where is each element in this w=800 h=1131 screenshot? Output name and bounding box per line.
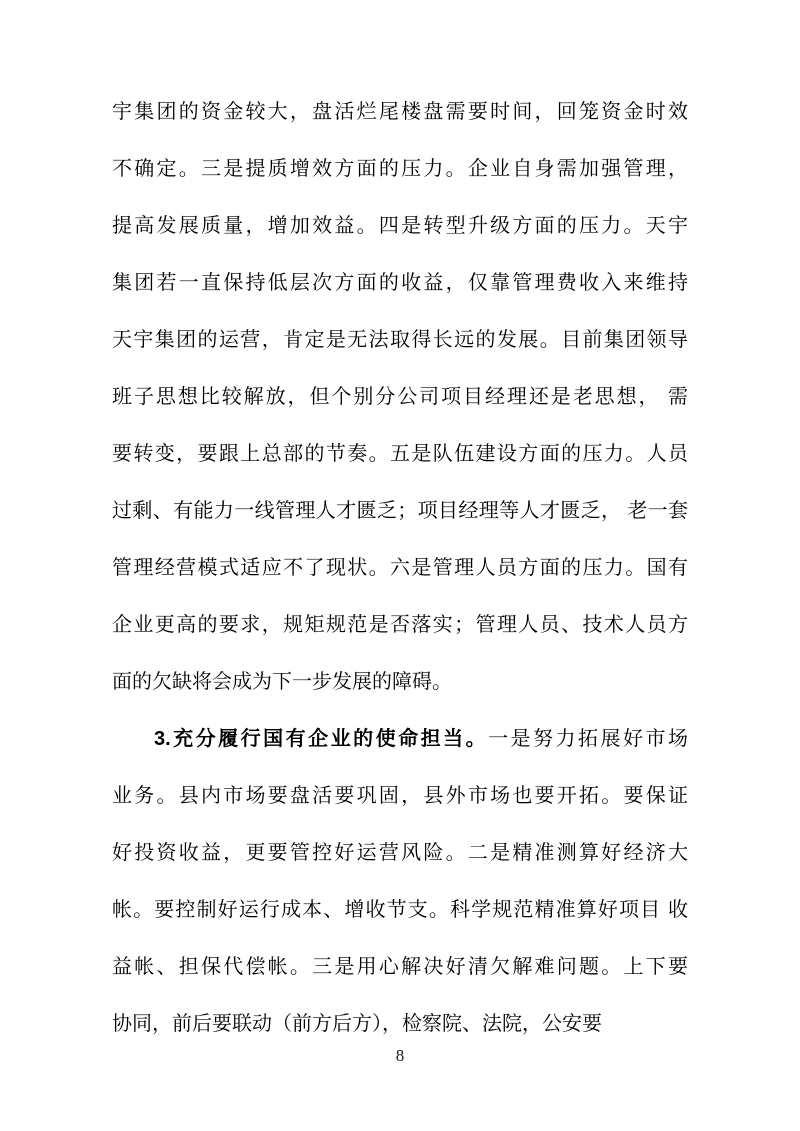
text-line: 管理经营模式适应不了现状。六是管理人员方面的压力。国有: [112, 557, 688, 579]
text-line: 要转变，要跟上总部的节奏。五是队伍建设方面的压力。人员: [112, 443, 688, 465]
text-line: 帐。要控制好运行成本、增收节支。科学规范精准算好项目 收: [112, 899, 688, 921]
text-line: 益帐、担保代偿帐。三是用心解决好清欠解难问题。上下要: [112, 956, 688, 978]
text-line: 提高发展质量，增加效益。四是转型升级方面的压力。天宇: [112, 215, 688, 237]
page-footer: [0, 1044, 800, 1068]
bold-heading-lead: 3.充分履行国有企业的使命担当。: [154, 728, 489, 750]
text-line: 3.充分履行国有企业的使命担当。一是努力拓展好市场: [154, 728, 688, 750]
text-line: 好投资收益，更要管控好运营风险。二是精准测算好经济大: [112, 842, 688, 864]
text-line: 班子思想比较解放，但个别分公司项目经理还是老思想， 需: [112, 386, 688, 408]
text-line: 面的欠缺将会成为下一步发展的障碍。: [112, 671, 452, 693]
page-number: 8: [395, 1046, 405, 1065]
text-line: 天宇集团的运营，肯定是无法取得长远的发展。目前集团领导: [112, 329, 688, 351]
text-line: 业务。县内市场要盘活要巩固，县外市场也要开拓。要保证: [112, 785, 688, 807]
text-line: 宇集团的资金较大，盘活烂尾楼盘需要时间，回笼资金时效: [112, 101, 688, 123]
text-line: 集团若一直保持低层次方面的收益，仅靠管理费收入来维持: [112, 272, 688, 294]
document-body: [112, 84, 688, 1053]
text-line: 过剩、有能力一线管理人才匮乏；项目经理等人才匮乏， 老一套: [112, 500, 688, 522]
text-line: 企业更高的要求，规矩规范是否落实；管理人员、技术人员方: [112, 614, 688, 636]
text-line: 协同，前后要联动（前方后方），检察院、法院，公安要: [112, 1013, 602, 1035]
text-line: 不确定。三是提质增效方面的压力。企业自身需加强管理，: [112, 158, 688, 180]
